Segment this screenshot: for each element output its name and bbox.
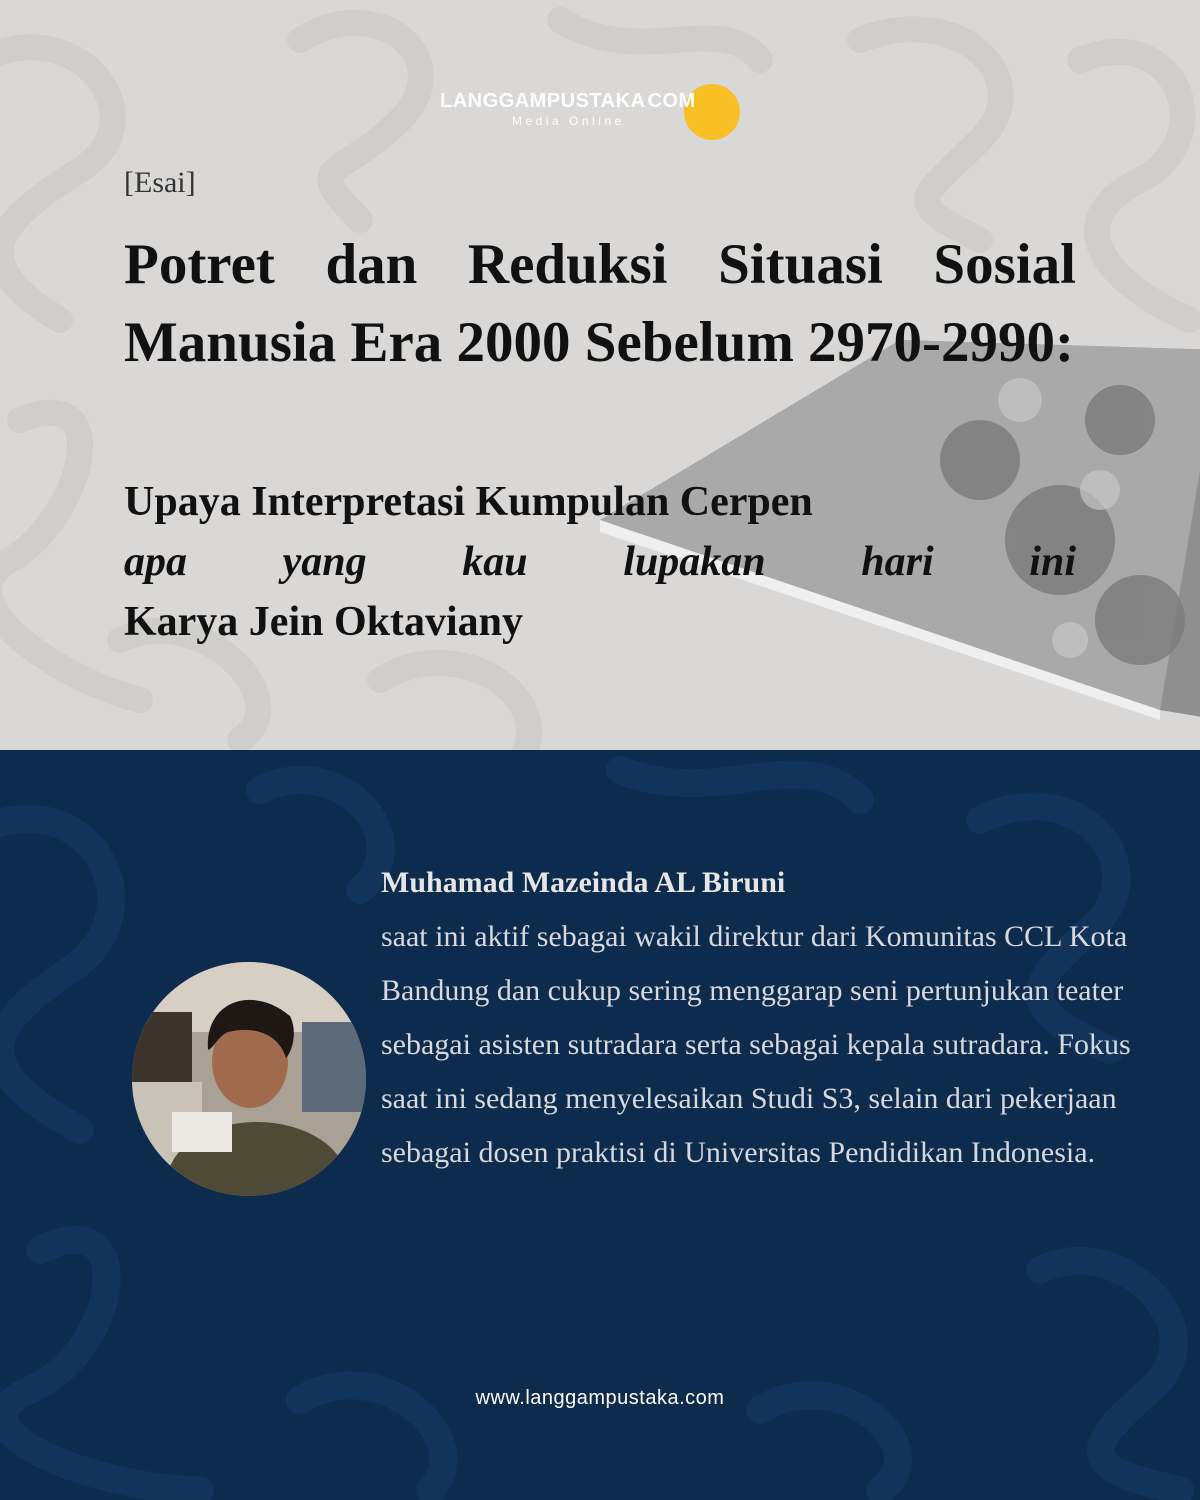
subtitle-author-line: Karya Jein Oktaviany bbox=[124, 599, 524, 645]
author-avatar bbox=[132, 962, 366, 1196]
author-bio: saat ini aktif sebagai wakil direktur dari Komunitas CCL Kota Bandung dan cukup sering menggarap seni pertunjukan teater sebagai asisten sutradara serta sebagai kepala sutradara. Fokus saat ini sedang menyelesaikan Studi S3, selain dari pekerjaan sebagai dosen praktisi di Universitas Pendidikan Indonesia. bbox=[381, 920, 1131, 1169]
subtitle-line: Upaya Interpretasi Kumpulan Cerpen bbox=[124, 479, 813, 525]
book-title-italic: apa yang kau lupakan hari ini bbox=[124, 539, 1076, 585]
logo-tagline: Media Online bbox=[512, 114, 625, 128]
logo-wordmark: LANGGAMPUSTAKA COM bbox=[440, 90, 696, 112]
site-logo[interactable] bbox=[440, 84, 770, 140]
article-title: Potret dan Reduksi Situasi Sosial Manusia Era 2000 Sebelum 2970-2990: bbox=[124, 233, 1076, 374]
website-url[interactable]: www.langgampustaka.com bbox=[475, 1387, 725, 1409]
author-name: Muhamad Mazeinda AL Biruni bbox=[381, 866, 786, 899]
category-label: [Esai] bbox=[124, 166, 196, 199]
author-photo bbox=[132, 962, 366, 1196]
article-subtitle bbox=[124, 472, 1076, 652]
